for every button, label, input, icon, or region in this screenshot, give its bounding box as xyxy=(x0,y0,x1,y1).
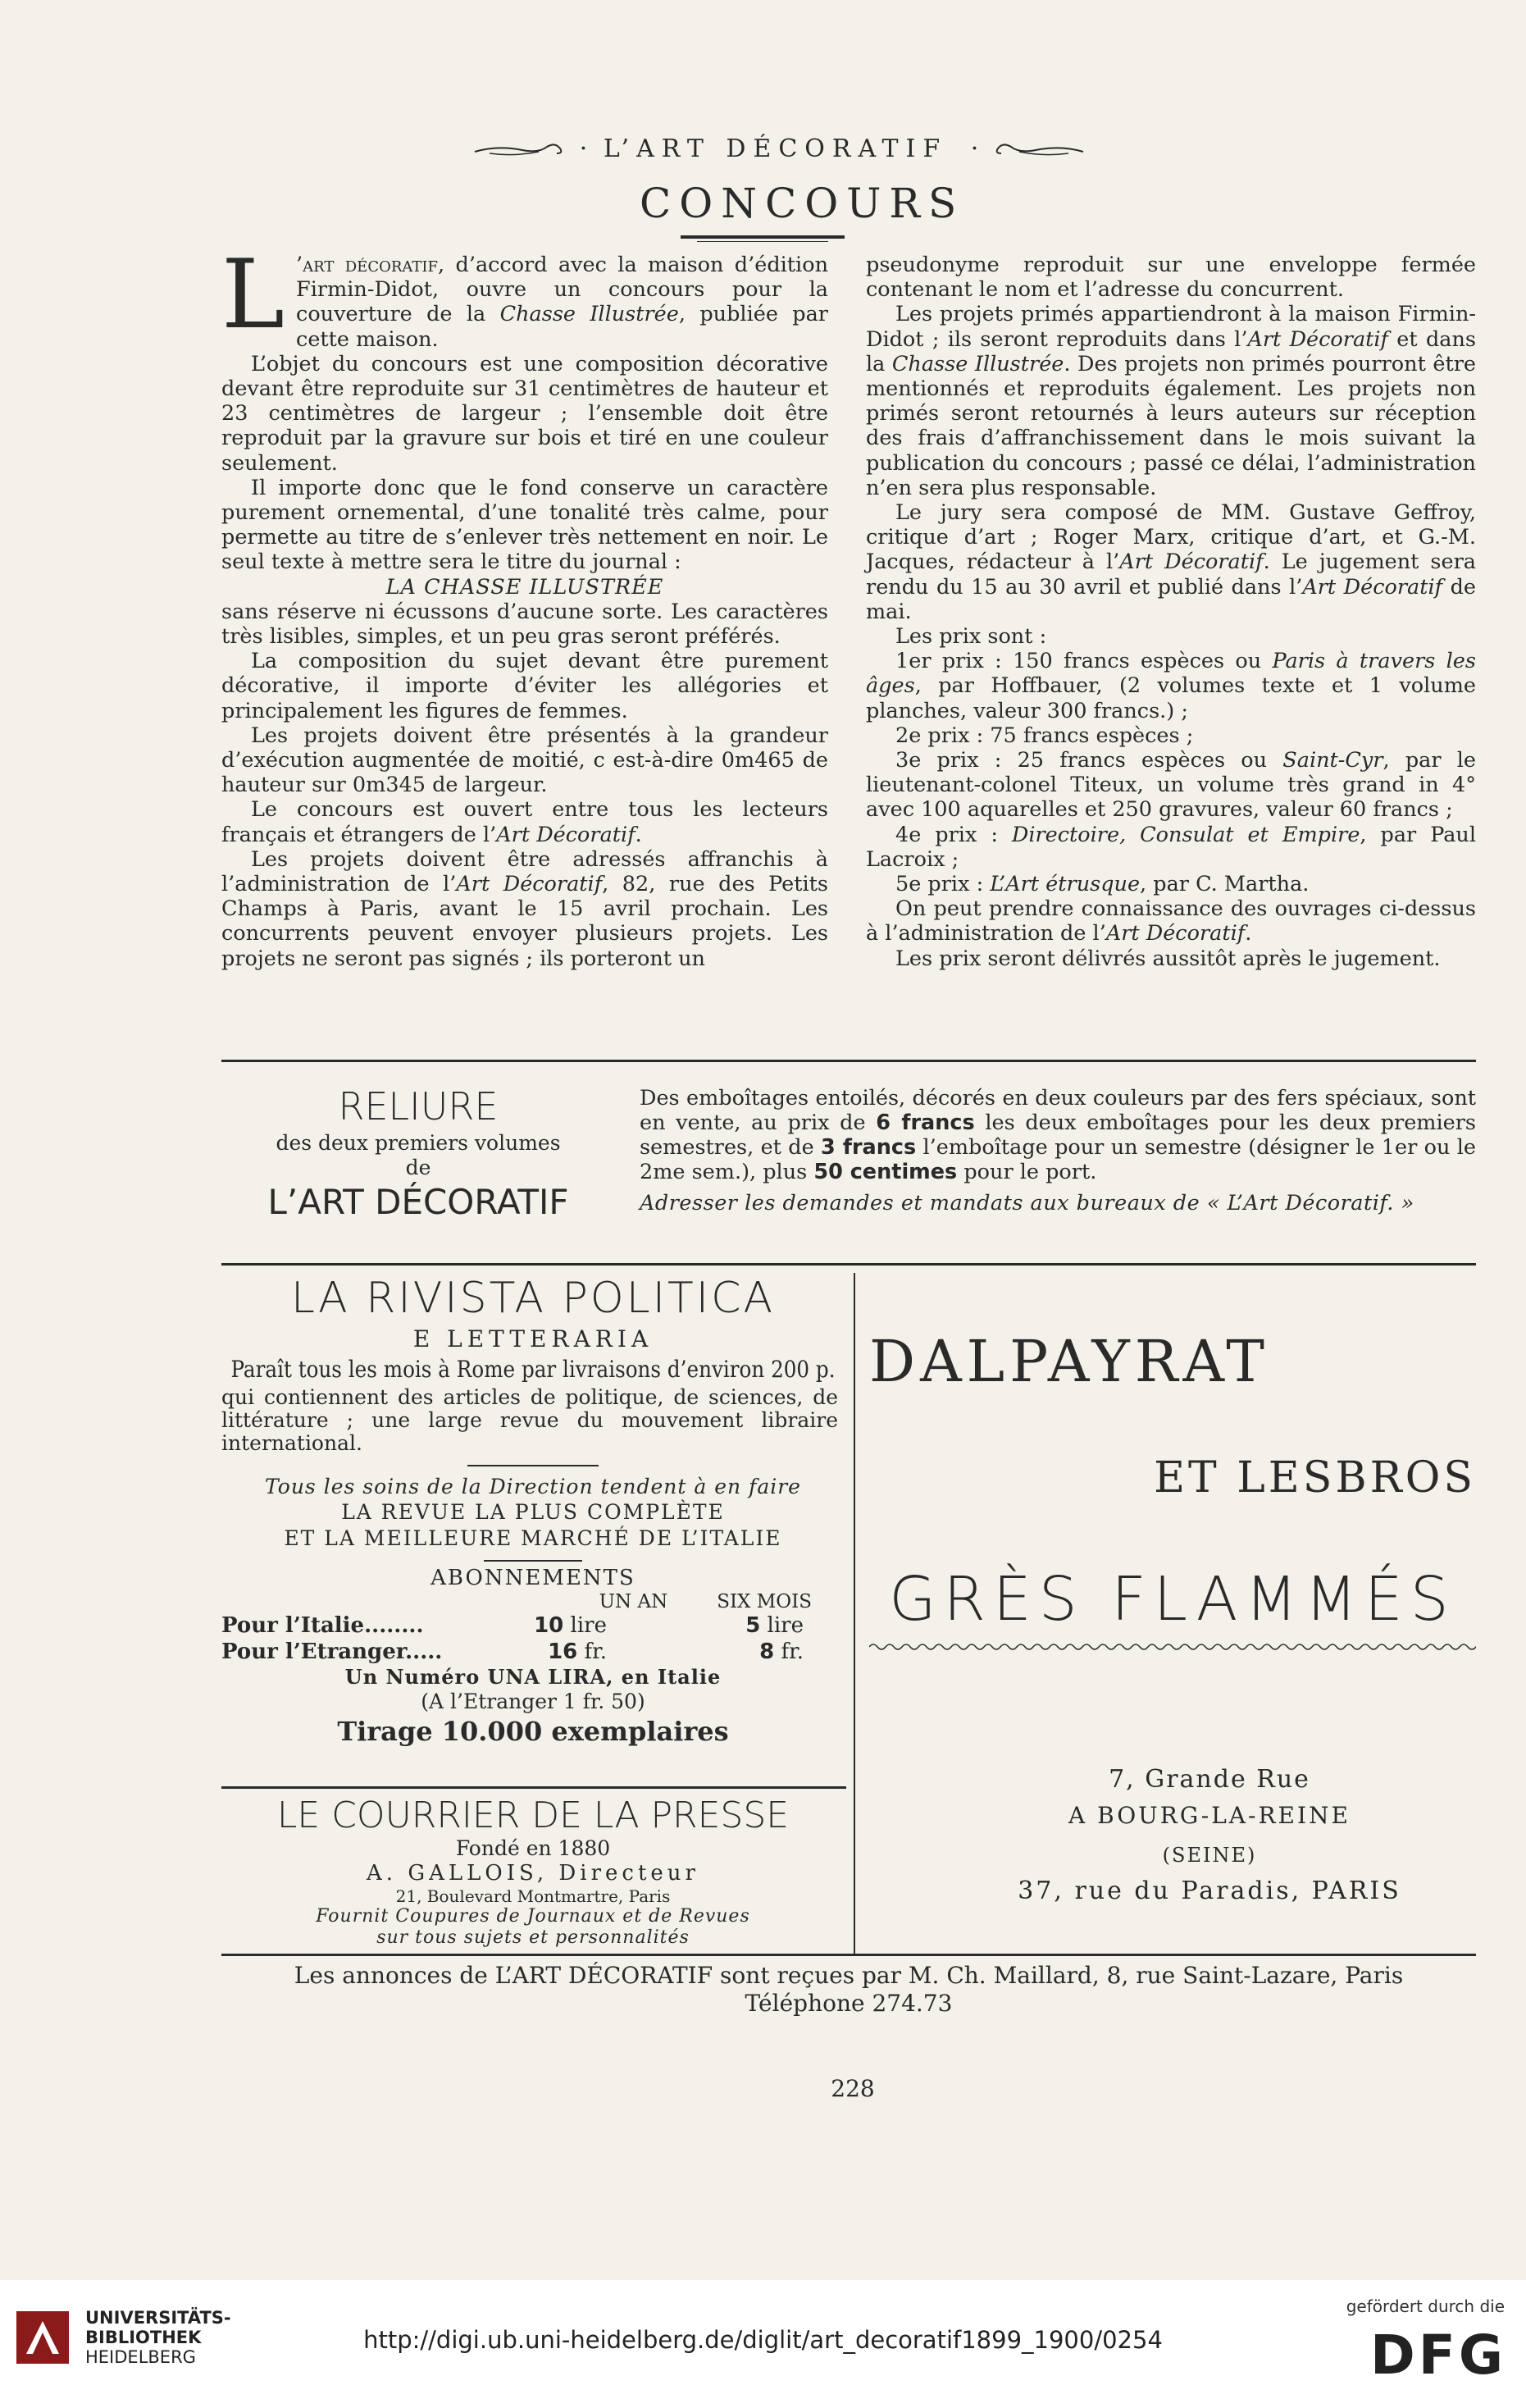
reliure-text-c: l’emboîtage pour un semestre (désigner le 1er ou le 2me sem.), plus xyxy=(640,1135,1477,1184)
funding-note: gefördert durch die xyxy=(1346,2296,1505,2316)
abon-b-num: 5 xyxy=(745,1613,761,1638)
rivista-rule xyxy=(467,1465,599,1466)
prize-1-tail: , par Hoffbauer, (2 volumes texte et 1 volume planches, valeur 300 francs.) ; xyxy=(866,673,1476,723)
reliure-line-3: L’ART DÉCORATIF xyxy=(267,1182,569,1222)
rivista-tirage: Tirage 10.000 exemplaires xyxy=(337,1716,729,1747)
para-8-em: Art Décoratif xyxy=(456,872,603,897)
abon-b-unit: fr. xyxy=(781,1640,804,1664)
right-ornament-icon xyxy=(971,135,1085,163)
concours-para-8 xyxy=(221,847,828,971)
journal-title: L’ART DÉCORATIF xyxy=(603,135,948,163)
abon-a-num: 10 xyxy=(534,1613,564,1638)
dalpayrat-addr-1: 7, Grande Rue xyxy=(1109,1765,1310,1794)
right-ornament-dot: · xyxy=(970,135,979,163)
chasse-title: LA CHASSE ILLUSTRÉE xyxy=(385,574,664,600)
concours-r-para-10 xyxy=(866,896,1476,946)
prize-3-tail: , par le lieutenant-colonel Titeux, un volume très grand in 4° avec 100 aquarelles et 250 gravures, valeur 60 francs ; xyxy=(866,748,1477,823)
abon-row-etranger xyxy=(221,1639,845,1665)
r-para-2-tail: . Des projets non primés pourront être mentionnés et reproduits également. Les projets non primés seront retournés à leurs auteurs sur réception des frais d’affranchissement dans le mois suivant la publication du concours ; passé ce délai, l’administration n’en sera plus responsable. xyxy=(866,351,1476,500)
abon-row-italie xyxy=(221,1612,845,1639)
reliure-text xyxy=(640,1086,1476,1215)
left-ornament-dot: · xyxy=(579,135,588,163)
concours-para-3: Il importe donc que le fond conserve un caractère purement ornemental, d’une tonalité très calme, pour permette au titre de s’enlever très nettement en noir. Le seul texte à mettre sera le titre du journal : xyxy=(221,475,828,575)
col-six-mois: SIX MOIS xyxy=(717,1591,812,1612)
prize-3 xyxy=(866,748,1476,823)
reliure-price-3: 50 centimes xyxy=(813,1160,958,1184)
wavy-rule xyxy=(869,1640,1476,1652)
rivista-frequency: Paraît tous les mois à Rome par livraisons d’environ 200 p. xyxy=(230,1356,836,1383)
para-7-tail: . xyxy=(635,822,642,847)
prize-5-em: L’Art étrusque xyxy=(990,872,1141,897)
prize-1-text: 1er prix : 150 francs espèces ou xyxy=(895,649,1273,674)
r-para-2-mid: et dans la xyxy=(866,326,1476,376)
rivista-subtitle: E LETTERARIA xyxy=(412,1325,654,1352)
concours-para-1 xyxy=(221,239,828,352)
para-1-text: d’accord avec la maison d’édition Firmin-Didot, ouvre un concours pour la couverture de la xyxy=(296,253,828,327)
concours-para-5: La composition du sujet devant être purement décorative, il importe d’éviter les allégories et principalement les figures de femmes. xyxy=(221,649,828,723)
abon-label: Pour l’Italie........ xyxy=(221,1613,424,1638)
courrier-address: 21, Boulevard Montmartre, Paris xyxy=(395,1886,671,1906)
courrier-line-1: Fournit Coupures de Journaux et de Revues xyxy=(316,1906,750,1927)
r-para-2-text: Les projets primés appartiendront à la maison Firmin-Didot ; ils seront reproduits dans l’ xyxy=(866,302,1476,352)
prize-4-text: 4e prix : xyxy=(895,822,1012,847)
library-line-3: HEIDELBERG xyxy=(85,2347,196,2367)
separator-rivista xyxy=(221,1786,846,1789)
dalpayrat-partner: ET LESBROS xyxy=(1154,1453,1476,1503)
heading-underline-thin xyxy=(697,241,828,242)
heading-underline xyxy=(681,235,845,239)
courrier-ad xyxy=(221,1795,845,1949)
reliure-title: RELIURE xyxy=(338,1084,499,1129)
prize-3-text: 3e prix : 25 francs espèces ou xyxy=(895,748,1283,773)
abon-b-num: 8 xyxy=(759,1640,775,1664)
para-7-em: Art Décoratif xyxy=(496,822,635,847)
para-1-em: Chasse Illustrée xyxy=(499,302,679,327)
separator-reliure xyxy=(221,1263,1476,1266)
dalpayrat-product: GRÈS FLAMMÉS xyxy=(889,1564,1456,1635)
concours-para-7 xyxy=(221,797,828,846)
abon-label: Pour l’Etranger..... xyxy=(221,1640,443,1664)
left-ornament-icon xyxy=(473,135,595,163)
rivista-title: LA RIVISTA POLITICA xyxy=(290,1274,776,1323)
r-para-3-mid: . Le jugement sera rendu du 15 au 30 avril et publié dans l’ xyxy=(866,550,1477,600)
courrier-founded: Fondé en 1880 xyxy=(455,1836,611,1860)
dalpayrat-addr-3: (SEINE) xyxy=(1162,1844,1257,1867)
prize-4-em: Directoire, Consulat et Empire xyxy=(1011,822,1360,847)
reliure-price-2: 3 francs xyxy=(821,1135,917,1160)
concours-para-2: L’objet du concours est une composition décorative devant être reproduite sur 31 centimètres de hauteur et 23 centimètres de largeur ; l’ensemble doit être reproduit par la gravure sur bois et tiré en une couleur seulement. xyxy=(221,351,828,476)
vertical-divider xyxy=(854,1273,855,1955)
annonces-line-2: Téléphone 274.73 xyxy=(745,1990,953,2017)
separator-bottom xyxy=(221,1954,1476,1956)
abonnements-table xyxy=(221,1612,845,1665)
concours-para-4: sans réserve ni écussons d’aucune sorte. Les caractères très lisibles, simples, et un peu gras seront préférés. xyxy=(221,599,828,650)
concours-column-left xyxy=(221,239,828,971)
annonces xyxy=(213,1962,1484,2018)
concours-heading: CONCOURS xyxy=(640,180,965,227)
library-line-1: UNIVERSITÄTS- xyxy=(85,2308,231,2328)
r-para-3-em: Art Décoratif xyxy=(1119,550,1264,575)
digitization-footer xyxy=(0,2280,1526,2408)
rivista-numero: Un Numéro UNA LIRA, en Italie xyxy=(344,1665,722,1689)
reliure-note: Adresser les demandes et mandats aux bureaux de « L’Art Décoratif. » xyxy=(640,1191,1414,1215)
r-para-2-em: Art Décoratif xyxy=(1247,326,1388,352)
reliure-title-block xyxy=(221,1083,615,1225)
abonnements-heading: ABONNEMENTS xyxy=(430,1566,635,1590)
concours-r-para-11: Les prix seront délivrés aussitôt après le jugement. xyxy=(895,946,1441,971)
abon-a-num: 16 xyxy=(548,1640,578,1664)
prize-4 xyxy=(866,823,1476,872)
para-1-tail: , publiée par cette maison. xyxy=(296,302,828,352)
dalpayrat-addr-4: 37, rue du Paradis, PARIS xyxy=(1018,1877,1401,1905)
courrier-title: LE COURRIER DE LA PRESSE xyxy=(276,1795,790,1836)
concours-column-right xyxy=(866,253,1476,971)
abonnements-columns xyxy=(221,1591,845,1612)
library-line-2: BIBLIOTHEK xyxy=(85,2328,202,2347)
r-para-2-em2: Chasse Illustrée xyxy=(891,351,1064,376)
reliure-price-1: 6 francs xyxy=(876,1111,975,1135)
abon-a xyxy=(484,1639,607,1665)
dalpayrat-name: DALPAYRAT xyxy=(869,1328,1269,1395)
para-8-tail: , 82, rue des Petits Champs à Paris, avant le 15 avril prochain. Les concurrents peuvent envoyer plusieurs projets. Les projets ne seront pas signés ; ils porteront un xyxy=(221,872,828,971)
prize-5-text: 5e prix : xyxy=(895,872,991,897)
prize-3-em: Saint-Cyr xyxy=(1282,748,1383,773)
concours-r-para-2 xyxy=(866,302,1476,500)
r-para-10-tail: . xyxy=(1245,921,1252,946)
reliure-text-d: pour le port. xyxy=(957,1160,1097,1184)
r-para-10-text: On peut prendre connaissance des ouvrages ci-dessus à l’administration de l’ xyxy=(866,896,1476,946)
prize-1 xyxy=(866,649,1476,723)
abon-b xyxy=(607,1612,804,1639)
concours-r-para-4: Les prix sont : xyxy=(895,624,1047,650)
rivista-motto-2: LA REVUE LA PLUS COMPLÈTE xyxy=(341,1500,725,1524)
concours-r-para-1: pseudonyme reproduit sur une enveloppe fermée contenant le nom et l’adresse du concurrent. xyxy=(866,253,1476,303)
abon-a-unit: lire xyxy=(570,1613,607,1638)
reliure-text-a: Des emboîtages entoilés, décorés en deux couleurs par des fers spéciaux, sont en vente, au prix de xyxy=(640,1086,1476,1135)
rivista-rule-2 xyxy=(484,1560,582,1562)
abon-b xyxy=(607,1639,804,1665)
source-url-link[interactable]: http://digi.ub.uni-heidelberg.de/diglit/art_decoratif1899_1900/0254 xyxy=(363,2326,1163,2354)
prize-5 xyxy=(866,872,1476,896)
dalpayrat-addr-2: A BOURG-LA-REINE xyxy=(1068,1802,1351,1829)
prize-5-tail: , par C. Martha. xyxy=(1140,872,1310,897)
para-7-text: Le concours est ouvert entre tous les lecteurs français et étrangers de l’ xyxy=(221,797,828,847)
rivista-numero-2: (A l’Etranger 1 fr. 50) xyxy=(421,1690,645,1713)
courrier-line-2: sur tous sujets et personnalités xyxy=(376,1927,690,1948)
r-para-10-em: Art Décoratif xyxy=(1105,921,1246,946)
separator-concours xyxy=(221,1060,1476,1062)
drop-cap: L xyxy=(221,239,285,350)
r-para-3-text: Le jury sera composé de MM. Gustave Geffroy, critique d’art ; Roger Marx, critique d’art, et G.-M. Jacques, rédacteur à l’ xyxy=(866,500,1476,575)
rivista-motto: Tous les soins de la Direction tendent à en faire xyxy=(265,1475,801,1498)
para-8-text: Les projets doivent être adressés affranchis à l’administration de l’ xyxy=(221,846,828,897)
r-para-3-em2: Art Décoratif xyxy=(1302,574,1443,600)
abon-a xyxy=(484,1612,607,1639)
prize-2: 2e prix : 75 francs espèces ; xyxy=(895,723,1194,748)
rivista-motto-3: ET LA MEILLEURE MARCHÉ DE L’ITALIE xyxy=(284,1526,782,1550)
r-para-3-tail: de mai. xyxy=(866,574,1476,624)
prize-4-tail: , par Paul Lacroix ; xyxy=(866,822,1476,872)
reliure-line-1: des deux premiers volumes xyxy=(276,1131,561,1155)
concours-para-6: Les projets doivent être présentés à la grandeur d’exécution augmentée de moitié, c est-à-dire 0m465 de hauteur sur 0m345 de largeur. xyxy=(221,723,828,798)
page-number: 228 xyxy=(831,2075,875,2102)
reliure-text-b: les deux emboîtages pour les deux premiers semestres, et de xyxy=(640,1111,1477,1160)
rivista-desc: qui contiennent des articles de politique, de sciences, de littérature ; une large revue du mouvement libraire international. xyxy=(221,1385,838,1455)
prize-1-em: Paris à travers les âges xyxy=(866,649,1476,699)
col-un-an: UN AN xyxy=(599,1591,668,1612)
reliure-line-2: de xyxy=(405,1156,431,1179)
art-decoratif-lead: ’art décoratif, xyxy=(296,253,445,277)
dfg-logo: DFG xyxy=(1369,2324,1506,2387)
annonces-line-1: Les annonces de L’ART DÉCORATIF sont reçues par M. Ch. Maillard, 8, rue Saint-Lazare, Paris xyxy=(294,1962,1404,1989)
abon-a-unit: fr. xyxy=(584,1640,607,1664)
rivista-ad xyxy=(221,1271,845,1749)
abon-b-unit: lire xyxy=(767,1613,804,1638)
running-header xyxy=(459,131,1099,167)
concours-r-para-3 xyxy=(866,500,1476,624)
courrier-director: A. GALLOIS, Directeur xyxy=(367,1861,699,1886)
